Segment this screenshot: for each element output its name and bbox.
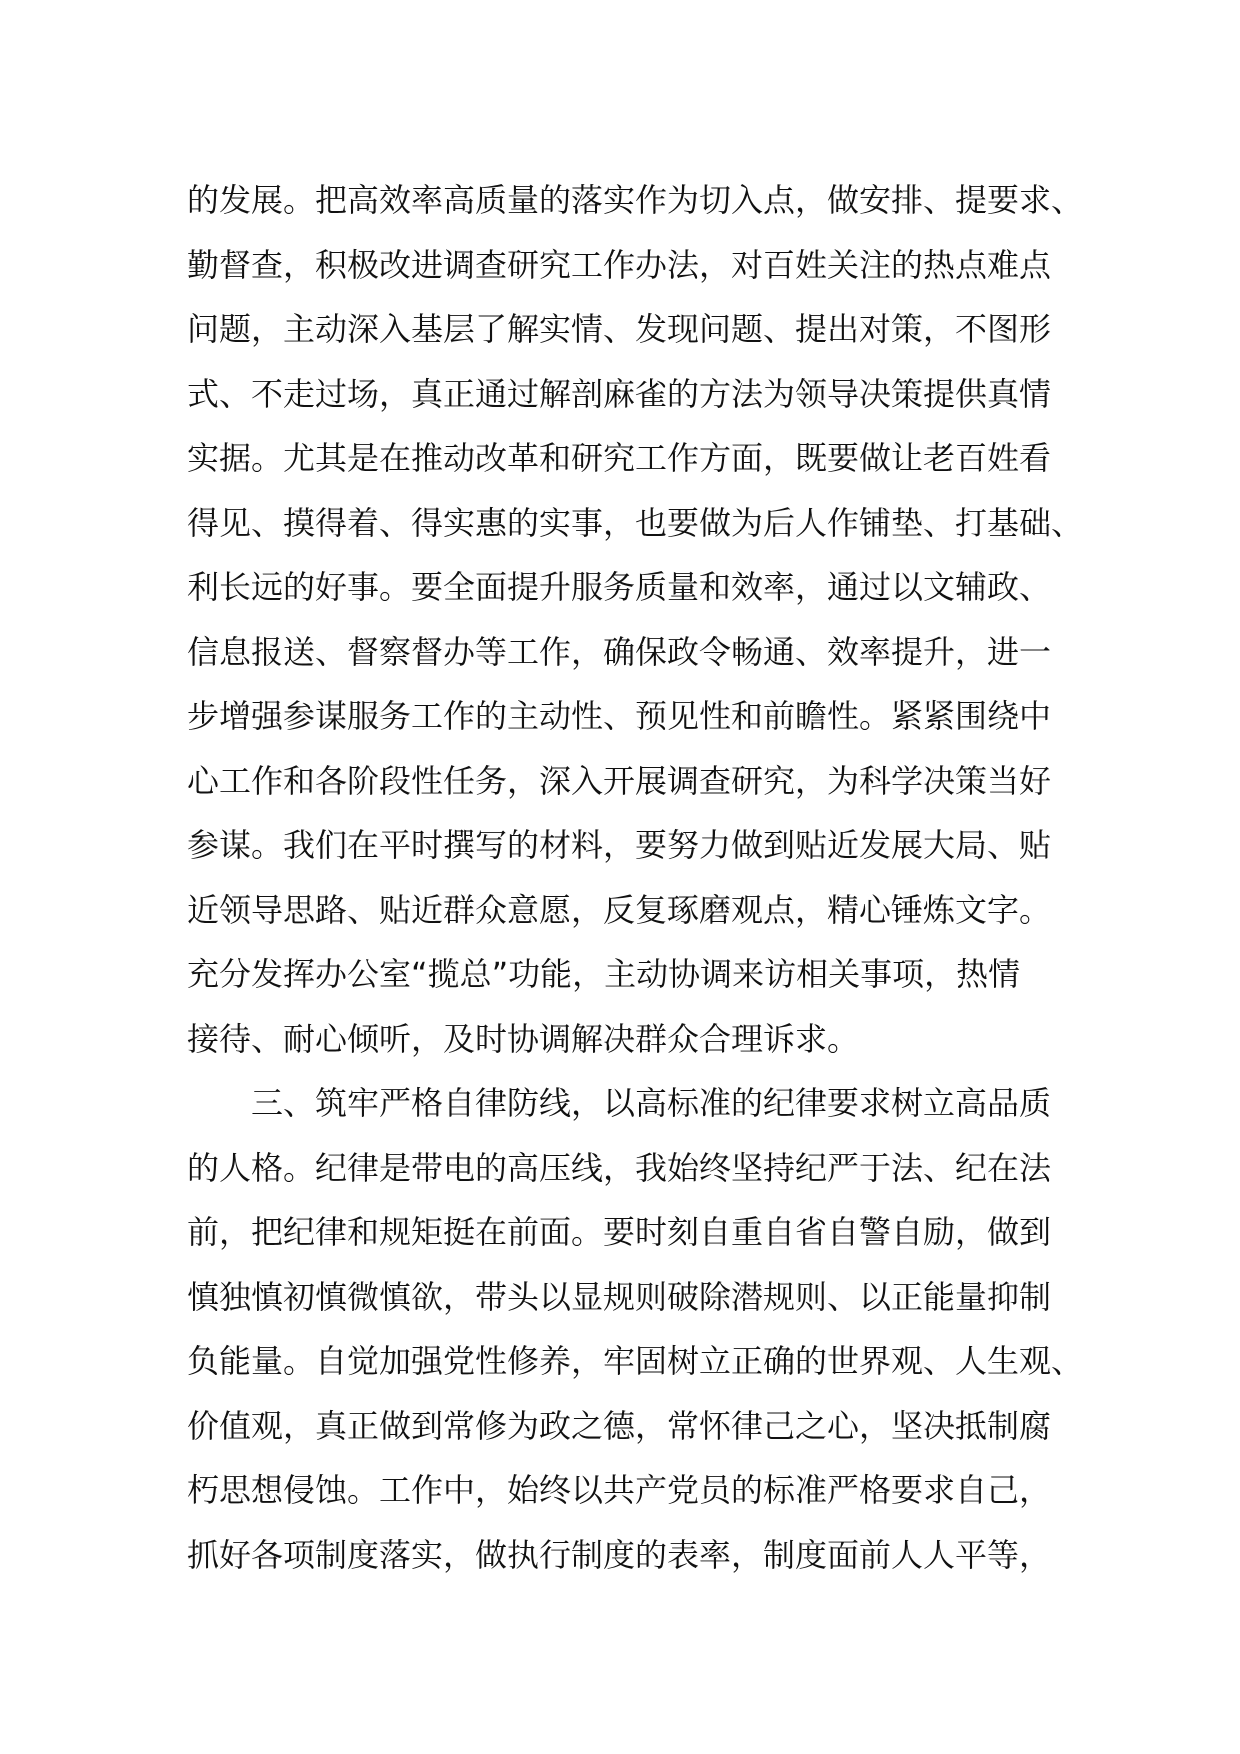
text-line: 前，把纪律和规矩挺在前面。要时刻自重自省自警自励，做到 (187, 1213, 1052, 1251)
text-line: 价值观，真正做到常修为政之德，常怀律己之心，坚决抵制腐 (187, 1406, 1052, 1445)
text-line: 的人格。纪律是带电的高压线，我始终坚持纪严于法、纪在法 (187, 1148, 1052, 1187)
text-line: 心工作和各阶段性任务，深入开展调查研究，为科学决策当好 (187, 761, 1052, 800)
text-line: 勤督查，积极改进调查研究工作办法，对百姓关注的热点难点 (187, 245, 1052, 284)
text-line: 接待、耐心倾听，及时协调解决群众合理诉求。 (187, 1019, 860, 1058)
text-line: 负能量。自觉加强党性修养，牢固树立正确的世界观、人生观、 (187, 1342, 1084, 1380)
text-line: 朽思想侵蚀。工作中，始终以共产党员的标准严格要求自己， (187, 1471, 1052, 1509)
text-line: 利长远的好事。要全面提升服务质量和效率，通过以文辅政、 (187, 568, 1052, 606)
text-line: 得见、摸得着、得实惠的实事，也要做为后人作铺垫、打基础、 (187, 503, 1084, 542)
text-line: 近领导思路、贴近群众意愿，反复琢磨观点，精心锤炼文字。 (187, 890, 1052, 929)
text-line: 式、不走过场，真正通过解剖麻雀的方法为领导决策提供真情 (187, 374, 1052, 413)
text-line: 步增强参谋服务工作的主动性、预见性和前瞻性。紧紧围绕中 (187, 697, 1052, 735)
section-heading-line: 三、筑牢严格自律防线，以高标准的纪律要求树立高品质 (251, 1084, 1052, 1122)
text-line: 实据。尤其是在推动改革和研究工作方面，既要做让老百姓看 (187, 439, 1052, 477)
text-line: 慎独慎初慎微慎欲，带头以显规则破除潜规则、以正能量抑制 (187, 1277, 1052, 1316)
text-line: 的发展。把高效率高质量的落实作为切入点，做安排、提要求、 (187, 181, 1084, 219)
text-line: 信息报送、督察督办等工作，确保政令畅通、效率提升，进一 (187, 632, 1052, 671)
text-line: 参谋。我们在平时撰写的材料，要努力做到贴近发展大局、贴 (187, 826, 1052, 864)
body-text (187, 168, 1084, 1587)
text-line: 抓好各项制度落实，做执行制度的表率，制度面前人人平等， (187, 1535, 1052, 1574)
text-line: 问题，主动深入基层了解实情、发现问题、提出对策，不图形 (187, 310, 1052, 348)
text-line: 充分发挥办公室“揽总”功能，主动协调来访相关事项，热情 (187, 955, 1021, 993)
